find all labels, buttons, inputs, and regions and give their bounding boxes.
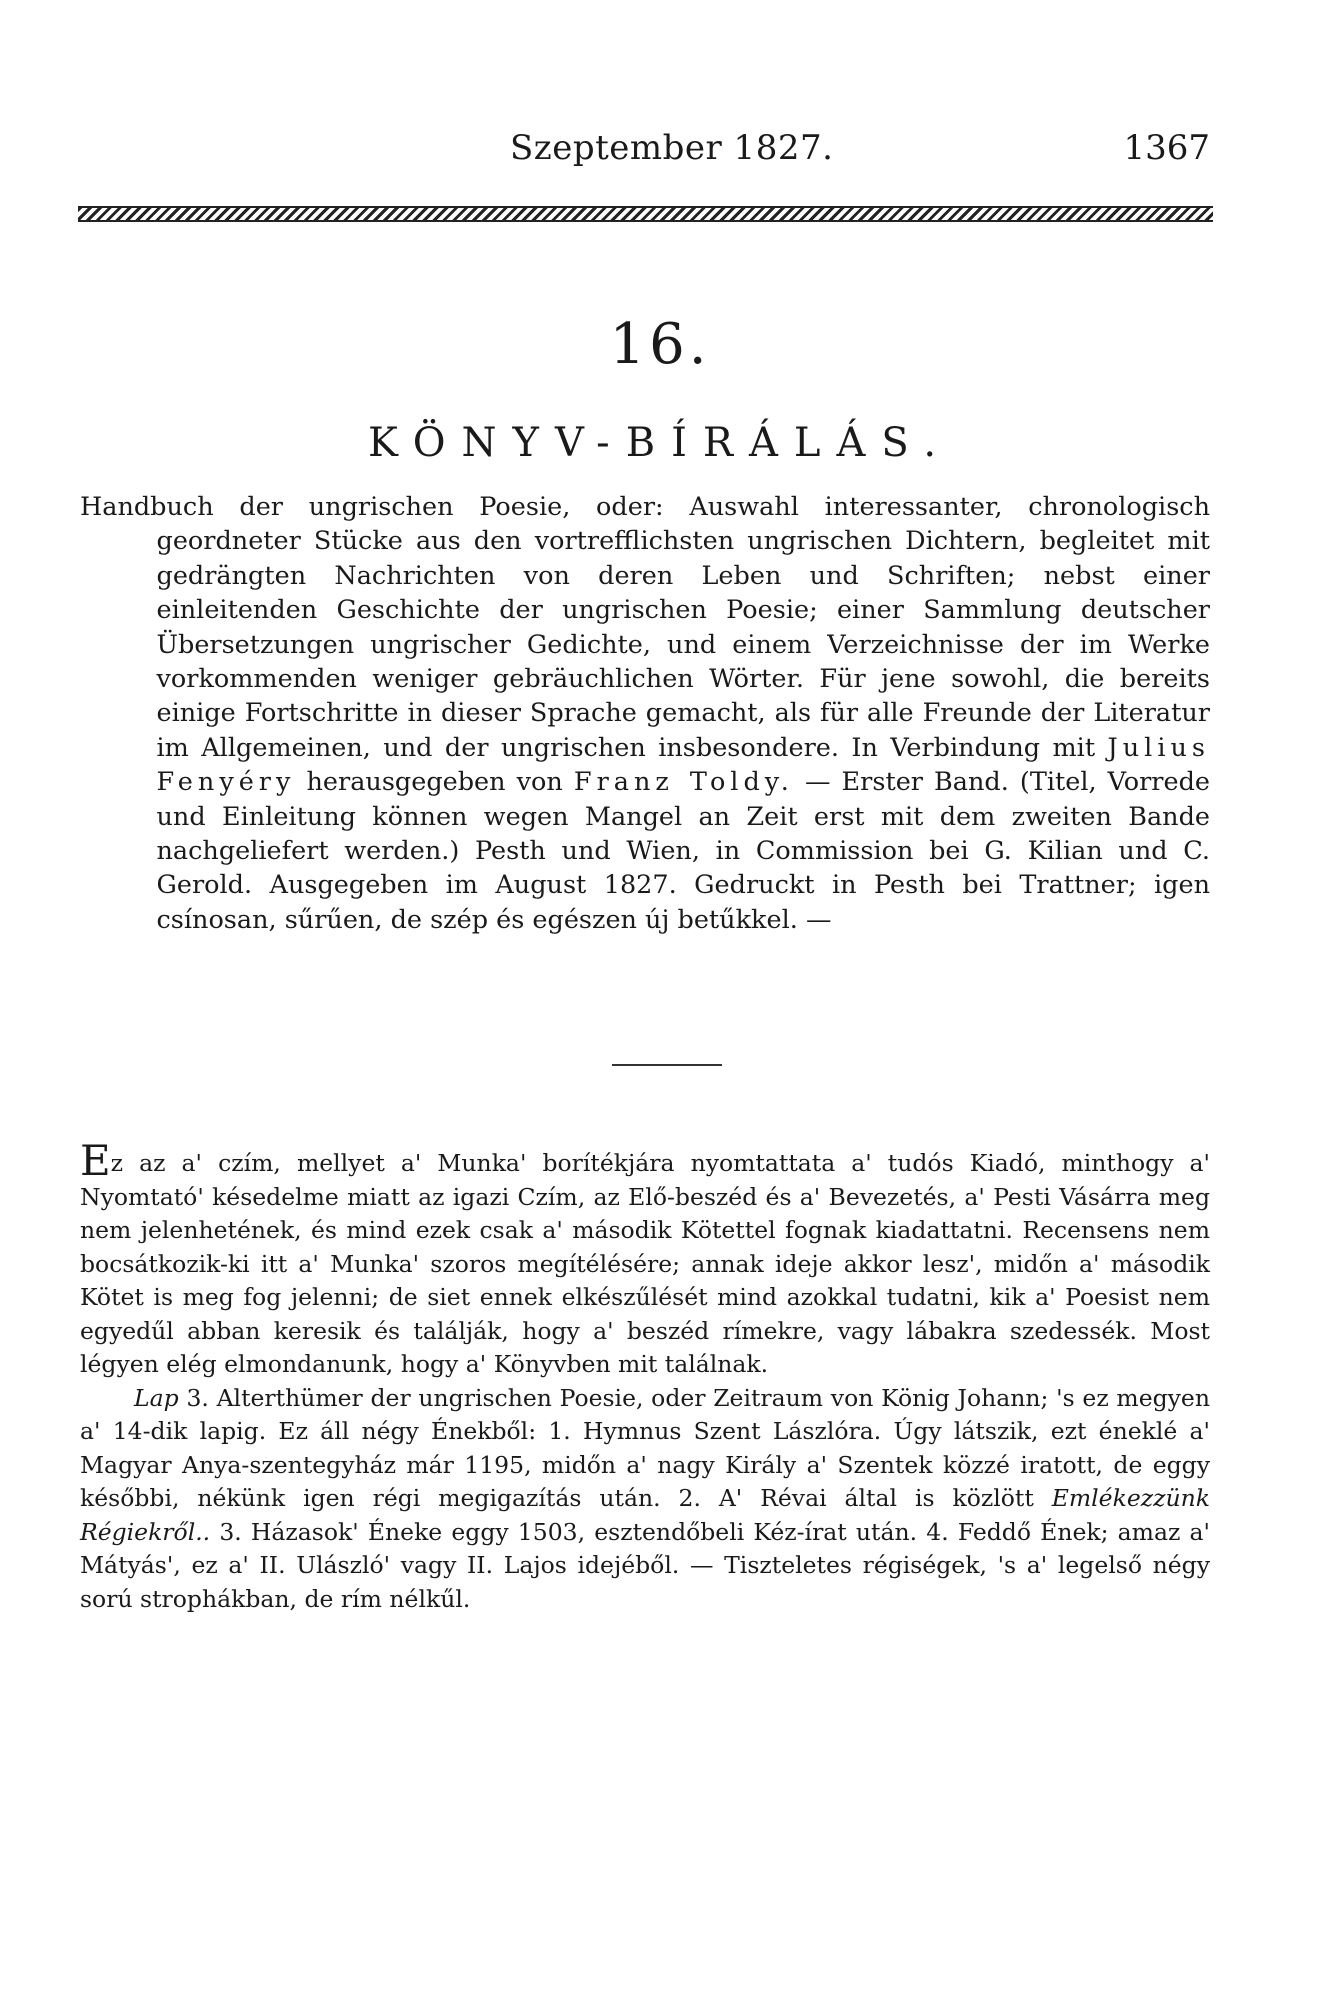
paragraph-2-text-b: 3. Házasok' Éneke eggy 1503, esztendőbeli Kéz-írat után. 4. Feddő Ének; amaz a' Mátyás', ez a' II. Ulászló' vagy II. Lajos idejéből. — Tiszteletes régiségek, 's a' legelső négy sorú strophákban, de rím nélkűl. xyxy=(80,1517,1210,1613)
review-paragraph-2 xyxy=(80,1382,1210,1617)
running-head-date: Szeptember 1827. xyxy=(510,128,834,168)
running-head xyxy=(80,128,1210,178)
section-divider xyxy=(612,1064,722,1066)
review-body xyxy=(80,1136,1210,1616)
paragraph-2-lead: Lap xyxy=(134,1383,179,1412)
paragraph-1-text: z az a' czím, mellyet a' Munka' borítékjára nyomtattata a' tudós Kiadó, minthogy a' Nyomtató' késedelme miatt az igazi Czím, az Elő-beszéd és a' Bevezetés, a' Pesti Vásárra meg nem jelenhetének, és mind ezek csak a' második Kötettel fognak kiadattatni. Recensens nem bocsátkozik-ki itt a' Munka' szoros megítélésére; annak ideje akkor lesz', midőn a' második Kötet is meg fog jelenni; de siet ennek elkészűlését mind azokkal tudatni, kik a' Poesist nem egyedűl abban keresik és találják, hogy a' beszéd rímekre, vagy lábakra szedessék. Most légyen elég elmondanunk, hogy a' Könyvben mit találnak. xyxy=(80,1149,1210,1378)
section-title: KÖNYV-BÍRÁLÁS. xyxy=(367,420,953,466)
entry-text-part3: — Erster Band. (Titel, Vorrede und Einleitung können wegen Mangel an Zeit erst mit dem zweiten Bande nachgeliefert werden.) Pesth und Wien, in Commission bei G. Kilian und C. Gerold. Ausgegeben im August 1827. Gedruckt in Pesth bei Trattner; igen csínosan, sűrűen, de szép és egészen új betűkkel. — xyxy=(156,767,1210,935)
entry-text-part2: herausgegeben von xyxy=(306,767,563,798)
entry-editor-1: Julius Fenyéry xyxy=(156,732,1210,798)
review-paragraph-1 xyxy=(80,1136,1210,1382)
page-number: 1367 xyxy=(1123,128,1210,168)
drop-cap: E xyxy=(80,1136,111,1185)
bibliographic-entry xyxy=(80,490,1210,937)
entry-text-part1: Handbuch der ungrischen Poesie, oder: Auswahl interessanter, chronologisch geordneter Stücke aus den vortrefflichsten ungrischen Dichtern, begleitet mit gedrängten Nachrichten von deren Leben und Schriften; nebst einer einleitenden Geschichte der ungrischen Poesie; einer Sammlung deutscher Übersetzungen ungrischer Gedichte, und einem Verzeichnisse der im Werke vorkommenden weniger gebräuchlichen Wörter. Für jene sowohl, die bereits einige Fortschritte in dieser Sprache gemacht, als für alle Freunde der Literatur im Allgemeinen, und der ungrischen insbesondere. In Verbindung mit xyxy=(80,492,1210,763)
ornamental-rule xyxy=(78,206,1213,222)
paragraph-2-text-a: 3. Alterthümer der ungrischen Poesie, oder Zeitraum von König Johann; 's ez megyen a' 14-dik lapig. Ez áll négy Énekből: 1. Hymnus Szent Lászlóra. Úgy látszik, ezt éneklé a' Magyar Anya-szentegyház már 1195, midőn a' nagy Király a' Szentek közzé iratott, de eggy későbbi, nékünk igen régi megigazítás után. 2. A' Révai által is közlött xyxy=(80,1383,1210,1512)
section-number: 16. xyxy=(609,312,711,377)
paragraph-2-italic-title: Emlékezzünk Régiekről.. xyxy=(80,1484,1210,1546)
entry-editor-2: Franz Toldy. xyxy=(573,767,794,798)
